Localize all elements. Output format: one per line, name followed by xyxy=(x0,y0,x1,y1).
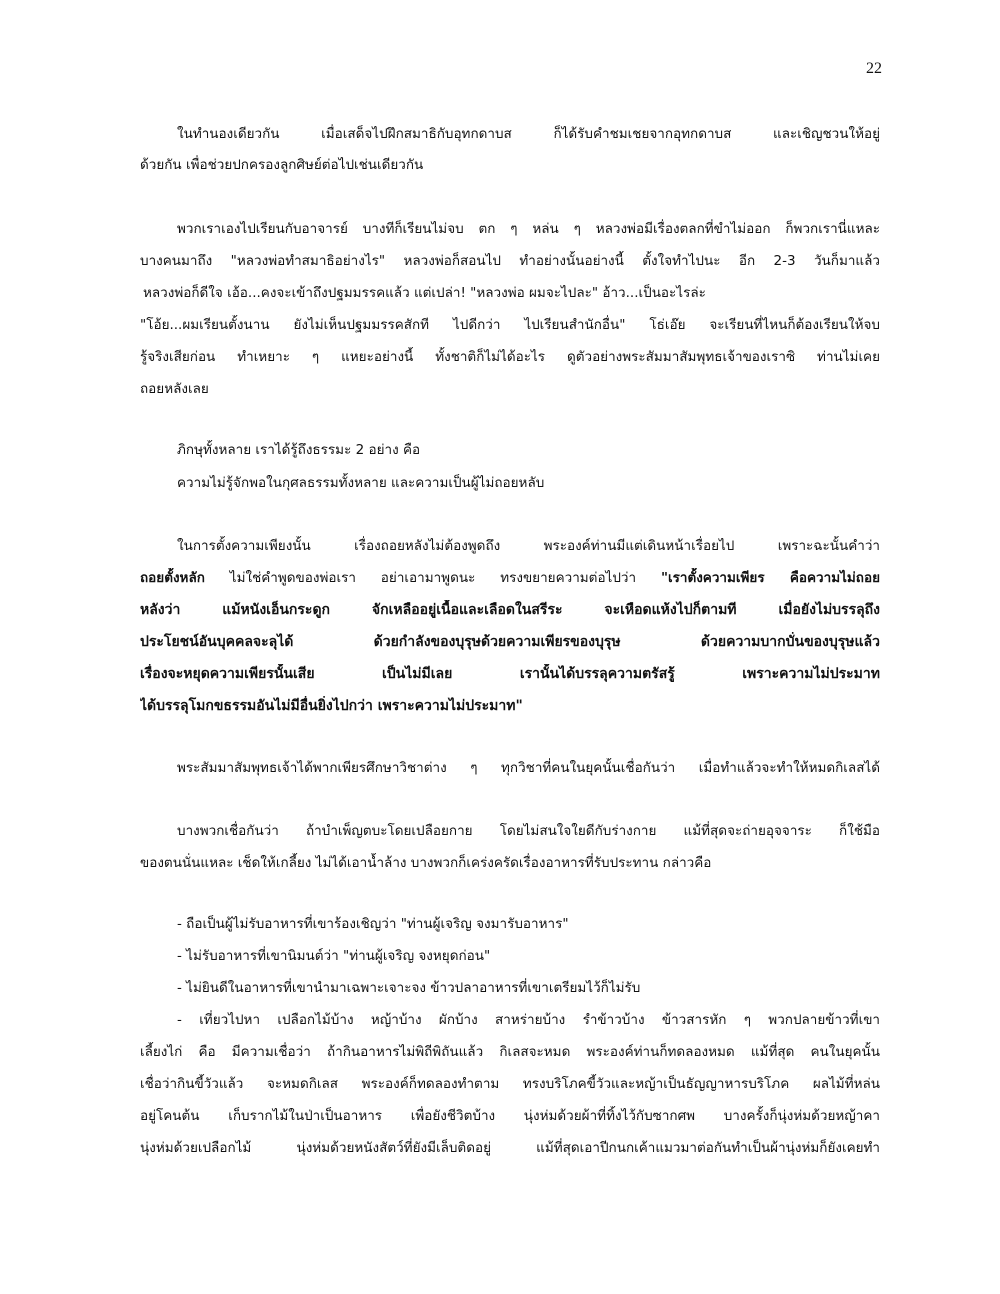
paragraph-4-line-2 xyxy=(140,568,880,588)
paragraph-4-line-4: ประโยชน์อันบุคคลจะลุได้ ด้วยกำลังของบุรุษด้วยความเพียรของบุรุษ ด้วยความบากบั่นของบุรุษแล้ว xyxy=(140,634,880,650)
paragraph-4-line-3: หลังว่า แม้หนังเอ็นกระดูก จักเหลืออยู่เนื้อและเลือดในสรีระ จะเหือดแห้งไปก็ตามที เมื่อยังไม่บรรลุถึง xyxy=(140,602,880,618)
paragraph-2-line-6: ถอยหลังเลย xyxy=(140,381,209,397)
bold-phrase-retreat: ถอยตั้งหลัก xyxy=(140,570,205,586)
bold-quote-start: "เราตั้งความเพียร คือความไม่ถอย xyxy=(660,570,880,586)
paragraph-2-line-2: บางคนมาถึง "หลวงพ่อทำสมาธิอย่างไร" หลวงพ่อก็สอนไป ทำอย่างนั้นอย่างนี้ ตั้งใจทำไปนะ อีก 2-3 วันก็มาแล้ว xyxy=(140,253,880,269)
list-item-4-line-3: เชื่อว่ากินขี้วัวแล้ว จะหมดกิเลส พระองค์ก็ทดลองทำตาม ทรงบริโภคขี้วัวและหญ้าเป็นธัญญาหารบริโภค ผลไม้ที่หล่น xyxy=(140,1076,880,1092)
paragraph-2-line-4: "โอ้ย...ผมเรียนตั้งนาน ยังไม่เห็นปฐมมรรคสักที ไปดีกว่า ไปเรียนสำนักอื่น" โธ่เอ๊ย จะเรียนที่ไหนก็ต้องเรียนให้จบ xyxy=(140,317,880,333)
list-item-4-line-5: นุ่งห่มด้วยเปลือกไม้ นุ่งห่มด้วยหนังสัตว์ที่ยังมีเล็บติดอยู่ แม้ที่สุดเอาปีกนกเค้าแมวมาต่อกันทำเป็นผ้านุ่งห่มก็ยังเคยทำ xyxy=(140,1140,880,1156)
paragraph-4-line-2-text: ไม่ใช่คำพูดของพ่อเรา อย่าเอามาพูดนะ ทรงขยายความต่อไปว่า xyxy=(204,570,661,586)
list-item-4-line-2: เลี้ยงไก่ คือ มีความเชื่อว่า ถ้ากินอาหารไม่พิถีพิถันแล้ว กิเลสจะหมด พระองค์ท่านก็ทดลองหมด แม้ที่สุด คนในยุคนั้น xyxy=(140,1044,880,1060)
paragraph-1-line-1: ในทำนองเดียวกัน เมื่อเสด็จไปฝึกสมาธิกับอุทกดาบส ก็ได้รับคำชมเชยจากอุทกดาบส และเชิญชวนให้อยู่ xyxy=(177,126,880,142)
paragraph-5-line-1: พระสัมมาสัมพุทธเจ้าได้พากเพียรศึกษาวิชาต่าง ๆ ทุกวิชาที่คนในยุคนั้นเชื่อกันว่า เมื่อทำแล้วจะทำให้หมดกิเลสได้ xyxy=(177,760,880,776)
paragraph-2-line-1: พวกเราเองไปเรียนกับอาจารย์ บางทีก็เรียนไม่จบ ตก ๆ หล่น ๆ หลวงพ่อมีเรื่องตลกที่ขำไม่ออก ก็พวกเรานี่แหละ xyxy=(177,221,880,237)
list-item-4-line-4: อยู่โคนต้น เก็บรากไม้ในป่าเป็นอาหาร เพื่อยังชีวิตบ้าง นุ่งห่มด้วยผ้าที่ทิ้งไว้กับซากศพ บางครั้งก็นุ่งห่มด้วยหญ้าคา xyxy=(140,1108,880,1124)
paragraph-3-line-2: ความไม่รู้จักพอในกุศลธรรมทั้งหลาย และความเป็นผู้ไม่ถอยหลับ xyxy=(177,475,545,491)
paragraph-2-line-5: รู้จริงเสียก่อน ทำเหยาะ ๆ แหยะอย่างนี้ ทั้งชาติก็ไม่ได้อะไร ดูตัวอย่างพระสัมมาสัมพุทธเจ้าของเราซิ ท่านไม่เคย xyxy=(140,349,880,365)
paragraph-3-line-1: ภิกษุทั้งหลาย เราได้รู้ถึงธรรมะ 2 อย่าง คือ xyxy=(177,442,421,458)
paragraph-4-line-6: ได้บรรลุโมกขธรรมอันไม่มีอื่นยิ่งไปกว่า เพราะความไม่ประมาท" xyxy=(140,698,523,714)
paragraph-6-line-1: บางพวกเชื่อกันว่า ถ้าบำเพ็ญตบะโดยเปลือยกาย โดยไม่สนใจใยดีกับร่างกาย แม้ที่สุดจะถ่ายอุจจาระ ก็ใช้มือ xyxy=(177,823,880,839)
list-item-1: - ถือเป็นผู้ไม่รับอาหารที่เขาร้องเชิญว่า "ท่านผู้เจริญ จงมารับอาหาร" xyxy=(177,916,569,932)
list-item-3: - ไม่ยินดีในอาหารที่เขานำมาเฉพาะเจาะจง ข้าวปลาอาหารที่เขาเตรียมไว้ก็ไม่รับ xyxy=(177,980,641,996)
paragraph-4-line-5: เรื่องจะหยุดความเพียรนั้นเสีย เป็นไม่มีเลย เรานั้นได้บรรลุความตรัสรู้ เพราะความไม่ประมาท xyxy=(140,666,880,682)
paragraph-1-line-2: ด้วยกัน เพื่อช่วยปกครองลูกศิษย์ต่อไปเช่นเดียวกัน xyxy=(140,157,424,173)
paragraph-2-line-3: หลวงพ่อก็ดีใจ เอ้อ...คงจะเข้าถึงปฐมมรรคแล้ว แต่เปล่า! "หลวงพ่อ ผมจะไปละ" อ้าว...เป็นอะไรล่ะ xyxy=(143,285,706,301)
list-item-4-line-1: - เที่ยวไปหา เปลือกไม้บ้าง หญ้าบ้าง ผักบ้าง สาหร่ายบ้าง รำข้าวบ้าง ข้าวสารหัก ๆ พวกปลายข้าวที่เขา xyxy=(177,1012,880,1028)
page-number: 22 xyxy=(866,60,882,77)
list-item-2: - ไม่รับอาหารที่เขานิมนต์ว่า "ท่านผู้เจริญ จงหยุดก่อน" xyxy=(177,948,491,964)
paragraph-4-line-1: ในการตั้งความเพียงนั้น เรื่องถอยหลังไม่ต้องพูดถึง พระองค์ท่านมีแต่เดินหน้าเรื่อยไป เพราะฉะนั้นคำว่า xyxy=(177,538,880,554)
paragraph-6-line-2: ของตนนั่นแหละ เช็ดให้เกลี้ยง ไม่ได้เอาน้ำล้าง บางพวกก็เคร่งครัดเรื่องอาหารที่รับประทาน กล่าวคือ xyxy=(140,855,712,871)
